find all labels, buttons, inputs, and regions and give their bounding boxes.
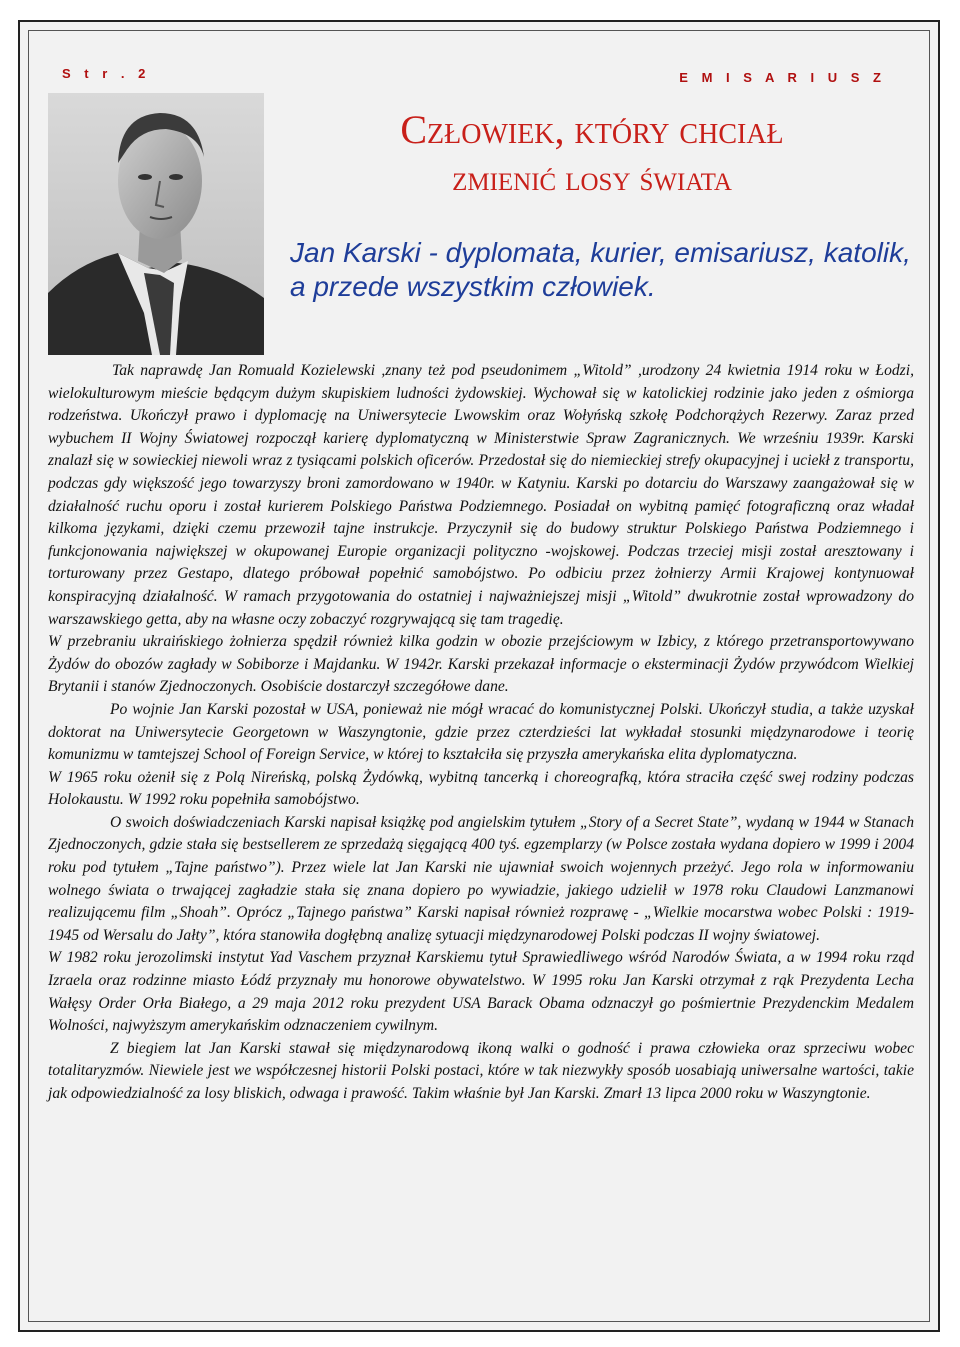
- paragraph-3: Po wojnie Jan Karski pozostał w USA, ponieważ nie mógł wracać do komunistycznej Polski. Ukończył studia, a także uzyskał doktorat na Uniwersytecie Georgetown w Waszyngtonie, gdzie przez czterdzieści lat wykładał stosunki międzynarodowe i teorię komunizmu w tamtejszej School of Foreign Service, w której to kształciła się przyszła amerykańska elita dyplomatyczna.: [48, 700, 914, 764]
- paragraph-1: Tak naprawdę Jan Romuald Kozielewski ,znany też pod pseudonimem „Witold” ,urodzony 24 kwietnia 1914 roku w Łodzi, wielokulturowym mieście będącym dużym skupiskiem ludności żydowskiej. Wychował się w katolickiej rodzinie jako jeden z ośmiorga rodzeństwa. Ukończył prawo i dyplomację na Uniwersytecie Lwowskim oraz Wołyńską szkołę Podchorążych Rezerwy. Zaraz przed wybuchem II Wojny Światowej rozpoczął karierę dyplomatyczną w Ministerstwie Spraw Zagranicznych. We wrześniu 1939r. Karski znalazł się w sowieckiej niewoli wraz z tysiącami polskich oficerów. Przedostał się do niemieckiej strefy okupacyjnej i uciekł z transportu, podczas gdy większość jego towarzyszy broni zamordowano w 1940r. w Katyniu. Karski po dotarciu do Warszawy zaangażował się w działalność ruchu oporu i został kurierem Polskiego Państwa Podziemnego. Posiadał on wybitną pamięć fotograficzną oraz władał kilkoma językami, dzięki czemu przewoził tajne instrukcje. Przyczynił się do budowy struktur Polskiego Państwa Podziemnego i funkcjonowania największej w okupowanej Europie organizacji polityczno -wojskowej. Podczas trzeciej misji został aresztowany i torturowany przez Gestapo, dlatego próbował popełnić samobójstwo. Po odbiciu przez żołnierzy Armii Krajowej kontynuował konspiracyjną działalność. W ramach przygotowania do ostatniej i najważniejszej misji „Witold” dwukrotnie został wprowadzony do warszawskiego getta, aby na własne oczy zobaczyć rozgrywającą się tam tragedię.: [48, 362, 914, 628]
- portrait-image: [48, 93, 264, 355]
- section-name: E M I S A R I U S Z: [679, 70, 886, 85]
- article-subtitle: Jan Karski - dyplomata, kurier, emisariusz, katolik, a przede wszystkim człowiek.: [290, 237, 911, 302]
- paragraph-4: W 1965 roku ożenił się z Polą Nireńską, polską Żydówką, wybitną tancerką i choreografką, która straciła część swej rodziny podczas Holokaustu. W 1992 roku popełniła samobójstwo.: [48, 768, 914, 809]
- paragraph-7: Z biegiem lat Jan Karski stawał się międzynarodową ikoną walki o godność i prawa człowieka oraz sprzeciwu wobec totalitaryzmów. Niewiele jest we współczesnej historii Polski postaci, które w tak niezwykły sposób uosabiają uniwersalne wartości, takie jak odpowiedzialność za losy bliskich, odwaga i prawość. Takim właśnie był Jan Karski. Zmarł 13 lipca 2000 roku w Waszyngtonie.: [48, 1039, 914, 1102]
- paragraph-6: W 1982 roku jerozolimski instytut Yad Vaschem przyznał Karskiemu tytuł Sprawiedliwego wśród Narodów Świata, a w 1994 roku rząd Izraela oraz rodzinne miasto Łódź przyznały mu honorowe obywatelstwo. W 1995 roku Jan Karski otrzymał z rąk Prezydenta Lecha Wałęsy Order Orła Białego, a 29 maja 2012 roku prezydent USA Barack Obama odznaczył go pośmiertnie Prezydenckim Medalem Wolności, najwyższym amerykańskim odznaczeniem cywilnym.: [48, 949, 914, 1035]
- portrait-photo: [48, 93, 264, 355]
- title-line-1: Człowiek, który chciał: [400, 107, 784, 152]
- paragraph-5: O swoich doświadczeniach Karski napisał książkę pod angielskim tytułem „Story of a Secret State”, wydaną w 1944 w Stanach Zjednoczonych, gdzie stała się bestsellerem ze sprzedażą sięgającą 400 tyś. egzemplarzy (w Polsce została wydana dopiero w 1999 i 2004 roku pod tytułem „Tajne państwo”). Przez wiele lat Jan Karski nie ujawniał swoich wojennych przeżyć. Jego rola w informowaniu wolnego świata o trwającej zagładzie stała się znana dopiero po wywiadzie, jakiego udzielił w 1978 roku Claudowi Lanzmanowi realizującemu film „Shoah”. Oprócz „Tajnego państwa” Karski napisał również rozprawę - „Wielkie mocarstwa wobec Polski : 1919-1945 od Wersalu do Jałty”, która stanowiła dogłębną analizę sytuacji międzynarodowej Polski podczas II wojny światowej.: [48, 813, 914, 944]
- article-title: [282, 106, 902, 202]
- article-body: [48, 360, 914, 1106]
- title-line-2: zmienić losy świata: [452, 158, 732, 198]
- page-number: S t r . 2: [62, 66, 151, 81]
- page-header: [62, 66, 886, 86]
- paragraph-2: W przebraniu ukraińskiego żołnierza spędził również kilka godzin w obozie przejściowym w Izbicy, z którego przetransportowywano Żydów do obozów zagłady w Sobiborze i Majdanku. W 1942r. Karski przekazał informacje o eksterminacji Żydów przywódcom Wielkiej Brytanii i stanów Zjednoczonych. Osobiście dostarczył szczegółowe dane.: [48, 633, 914, 696]
